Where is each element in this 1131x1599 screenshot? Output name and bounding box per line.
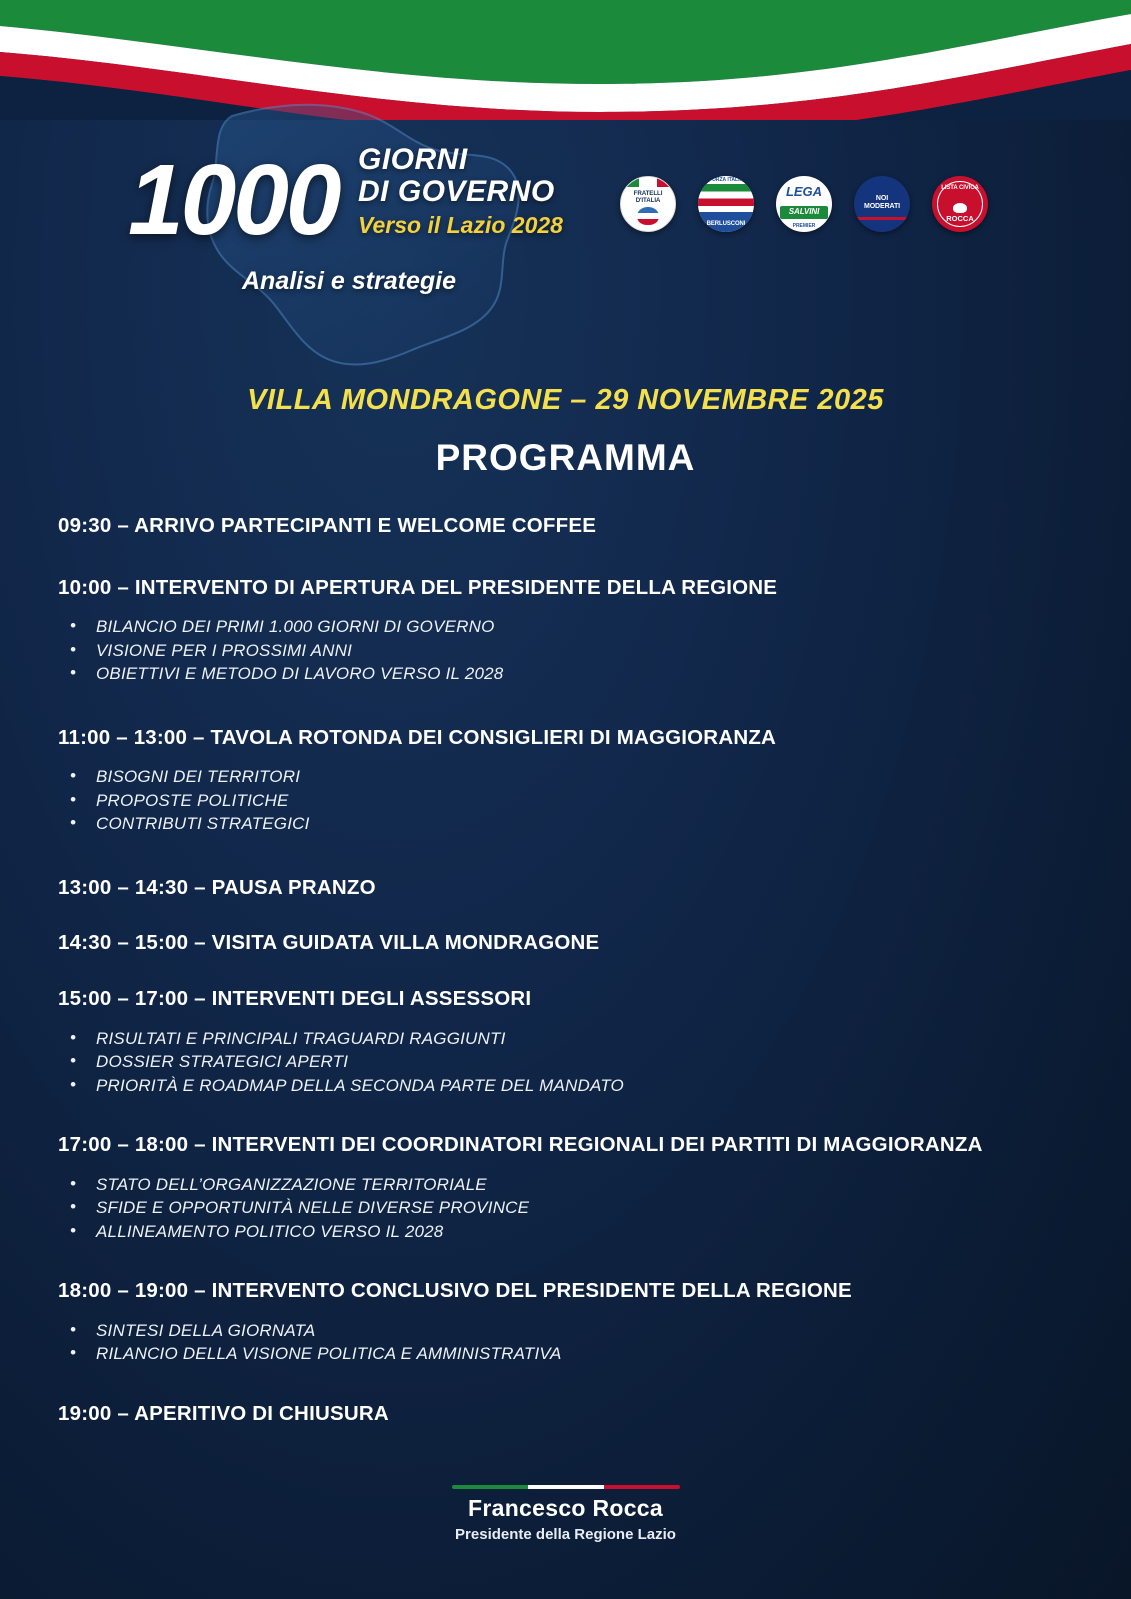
party-logo-forza-italia xyxy=(698,176,754,232)
program-slot-bullets xyxy=(58,1319,1068,1366)
party-logos-row xyxy=(620,176,988,232)
program-slot xyxy=(58,1277,1068,1366)
list-item: • PROPOSTE POLITICHE xyxy=(58,789,1068,812)
program-slot-title: INTERVENTI DEGLI ASSESSORI xyxy=(211,987,532,1011)
program-slot-heading xyxy=(58,929,1068,957)
signature-role: Presidente della Regione Lazio xyxy=(455,1526,676,1543)
list-item: • PRIORITÀ E ROADMAP DELLA SECONDA PARTE DEL MANDATO xyxy=(58,1074,1068,1097)
logo-line-di-governo: DI GOVERNO xyxy=(358,175,555,209)
list-item: • CONTRIBUTI STRATEGICI xyxy=(58,812,1068,835)
list-item: • RISULTATI E PRINCIPALI TRAGUARDI RAGGIUNTI xyxy=(58,1027,1068,1050)
program-slot-time: 17:00 – 18:00 – xyxy=(58,1133,212,1157)
list-item: • VISIONE PER I PROSSIMI ANNI xyxy=(58,639,1068,662)
party-sub-premier: PREMIER xyxy=(792,223,816,229)
program-slot-title: TAVOLA ROTONDA DEI CONSIGLIERI DI MAGGIORANZA xyxy=(210,725,777,749)
party-label-rocca: ROCCA xyxy=(946,214,974,223)
party-word-lega: LEGA xyxy=(785,184,823,199)
program-slot-title: VISITA GUIDATA VILLA MONDRAGONE xyxy=(211,931,600,955)
logo-line-giorni: GIORNI xyxy=(358,143,468,176)
program-slot-time: 14:30 – 15:00 – xyxy=(58,931,212,955)
venue-and-date: VILLA MONDRAGONE – 29 NOVEMBRE 2025 xyxy=(247,384,884,416)
signature-footer xyxy=(0,1485,1131,1543)
tricolor-rule xyxy=(452,1485,680,1489)
program-slot-title: INTERVENTO CONCLUSIVO DEL PRESIDENTE DELLA REGIONE xyxy=(211,1279,852,1303)
program-slot-title: INTERVENTO DI APERTURA DEL PRESIDENTE DELLA REGIONE xyxy=(134,575,778,599)
party-logo-fratelli-d-italia xyxy=(620,176,676,232)
program-slot-heading xyxy=(58,512,1068,540)
program-slot xyxy=(58,1131,1068,1243)
program-slot-time: 10:00 – xyxy=(58,575,135,599)
program-slot-time: 15:00 – 17:00 – xyxy=(58,987,212,1011)
program-slot-heading xyxy=(58,1131,1068,1159)
program-slot-bullets xyxy=(58,615,1068,685)
list-item: • STATO DELL’ORGANIZZAZIONE TERRITORIALE xyxy=(58,1173,1068,1196)
party-logo-noi-moderati xyxy=(854,176,910,232)
program-slot-heading xyxy=(58,724,1068,752)
list-item: • BILANCIO DEI PRIMI 1.000 GIORNI DI GOVERNO xyxy=(58,615,1068,638)
party-label-fdi: FRATELLI D'ITALIA xyxy=(633,190,663,205)
poster-header xyxy=(0,86,1131,386)
program-slot xyxy=(58,985,1068,1097)
program-slot xyxy=(58,929,1068,957)
list-item: • SINTESI DELLA GIORNATA xyxy=(58,1319,1068,1342)
signature-name: Francesco Rocca xyxy=(468,1495,663,1521)
program-slot-heading xyxy=(58,874,1068,902)
program-slot-time: 09:30 – xyxy=(58,514,135,537)
logo-subtitle: Verso il Lazio 2028 xyxy=(358,211,563,238)
program-slot xyxy=(58,1400,1068,1428)
program-slot-heading xyxy=(58,985,1068,1013)
list-item: • RILANCIO DELLA VISIONE POLITICA E AMMINISTRATIVA xyxy=(58,1342,1068,1365)
program-slot-bullets xyxy=(58,765,1068,835)
page-title: PROGRAMMA xyxy=(435,437,696,478)
program-slot-time: 11:00 – 13:00 – xyxy=(58,725,211,749)
logo-number: 1000 xyxy=(128,144,339,256)
list-item: • DOSSIER STRATEGICI APERTI xyxy=(58,1050,1068,1073)
program-slot-bullets xyxy=(58,1027,1068,1097)
program-slot-title: ARRIVO PARTECIPANTI E WELCOME COFFEE xyxy=(134,514,597,537)
party-label-berlusconi: BERLUSCONI xyxy=(706,221,746,228)
party-logo-lega-salvini xyxy=(776,176,832,232)
program-schedule xyxy=(58,512,1068,1427)
program-slot-title: INTERVENTI DEI COORDINATORI REGIONALI DEI PARTITI DI MAGGIORANZA xyxy=(211,1133,983,1157)
event-logo xyxy=(128,144,608,344)
program-slot-title: PAUSA PRANZO xyxy=(211,875,376,899)
flame-icon xyxy=(637,207,659,225)
party-label-lista-civica: LISTA CIVICA xyxy=(941,185,979,191)
list-item: • SFIDE E OPPORTUNITÀ NELLE DIVERSE PROVINCE xyxy=(58,1196,1068,1219)
program-slot-title: APERITIVO DI CHIUSURA xyxy=(134,1401,389,1425)
list-item: • ALLINEAMENTO POLITICO VERSO IL 2028 xyxy=(58,1220,1068,1243)
program-slot xyxy=(58,512,1068,540)
rocca-mark-icon xyxy=(953,203,967,213)
program-slot-heading xyxy=(58,1400,1068,1428)
program-slot xyxy=(58,574,1068,686)
party-logo-lista-civica-rocca xyxy=(932,176,988,232)
party-label-salvini: SALVINI xyxy=(788,207,820,216)
list-item: • BISOGNI DEI TERRITORI xyxy=(58,765,1068,788)
program-slot xyxy=(58,724,1068,836)
program-slot-heading xyxy=(58,1277,1068,1305)
list-item: • OBIETTIVI E METODO DI LAVORO VERSO IL 2028 xyxy=(58,662,1068,685)
party-topword-fi: FORZA ITALIA xyxy=(708,177,744,183)
logo-tagline: Analisi e strategie xyxy=(242,267,456,295)
program-slot-time: 19:00 – xyxy=(58,1401,135,1425)
program-slot-bullets xyxy=(58,1173,1068,1243)
program-slot-time: 13:00 – 14:30 – xyxy=(58,875,212,899)
party-label-noi-moderati: NOI MODERATI xyxy=(863,195,900,211)
program-slot-time: 18:00 – 19:00 – xyxy=(58,1279,212,1303)
program-slot-heading xyxy=(58,574,1068,602)
program-slot xyxy=(58,874,1068,902)
